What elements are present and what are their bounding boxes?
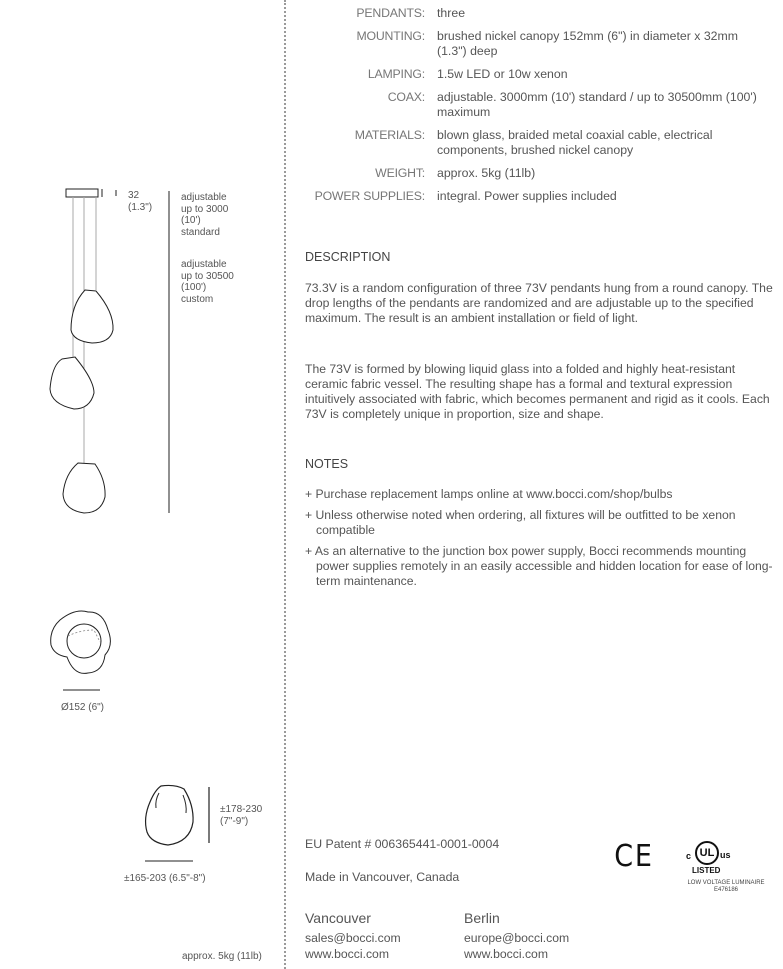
spec-row-mounting [300, 29, 770, 59]
spec-label: MATERIALS: [354, 128, 425, 142]
ul-c-label: c [686, 851, 692, 861]
drop-standard-label [181, 192, 228, 238]
patent-number: EU Patent # 006365441-0001-0004 [305, 837, 500, 851]
spec-label: POWER SUPPLIES: [314, 189, 425, 203]
ul-circle-icon: UL [695, 841, 719, 865]
column-divider [284, 0, 286, 969]
drop-custom-line: up to 30500 [181, 270, 234, 282]
description-paragraph: 73.3V is a random configuration of three 73V pendants hung from a round canopy. The drop lengths of the pendants are randomized and are adjustable up to the specified maximum. The result is an ambient installation or field of light. [305, 281, 773, 325]
canopy-depth-inches: (1.3") [128, 201, 153, 213]
canopy-shape [66, 189, 98, 197]
drawing-weight-label: approx. 5kg (11lb) [182, 951, 262, 962]
spec-value: approx. 5kg (11lb) [437, 166, 536, 180]
drop-standard-line: (10') [181, 215, 201, 226]
pendant-detail-contour [156, 793, 159, 808]
spec-row-materials [300, 128, 770, 158]
pendant-shape [71, 290, 113, 343]
drop-custom-line: custom [181, 293, 214, 305]
pendant-detail [145, 785, 209, 861]
spec-row-lamping [300, 67, 770, 82]
pendant-height-label [220, 804, 262, 827]
spec-row-power-supplies [300, 189, 770, 204]
spec-value: brushed nickel canopy 152mm (6") in diameter x 32mm (1.3") deep [437, 29, 738, 58]
note-item: + As an alternative to the junction box power supply, Bocci recommends mounting power supplies remotely in an easily accessible and hidden location for ease of long-term maintenance. [305, 544, 773, 588]
ul-file-number: E476186 [713, 887, 739, 893]
spec-row-weight [300, 166, 770, 181]
drop-standard-line: standard [181, 226, 220, 238]
drop-standard-line: adjustable [181, 192, 227, 203]
ul-desc-text: LOW VOLTAGE LUMINAIRE [687, 880, 765, 886]
spec-value: 1.5w LED or 10w xenon [437, 67, 568, 81]
office-web-vancouver[interactable]: www.bocci.com [305, 947, 389, 961]
ul-listed-label: LISTED [692, 866, 721, 875]
pendant-detail-outline [146, 785, 194, 845]
drop-custom-line: adjustable [181, 259, 227, 270]
spec-label: PENDANTS: [356, 6, 425, 20]
pendant-shape [50, 357, 94, 409]
spec-value: three [437, 6, 466, 20]
spec-label: LAMPING: [367, 67, 425, 81]
canopy-diameter-label: Ø152 (6") [61, 702, 105, 713]
plan-hidden-line [68, 630, 100, 642]
spec-value: blown glass, braided metal coaxial cable, electrical components, brushed nickel canopy [437, 128, 713, 157]
drop-standard-line: up to 3000 [181, 203, 229, 215]
spec-row-pendants [300, 6, 770, 21]
plan-view [51, 611, 111, 690]
notes-list [305, 487, 775, 595]
office-city-berlin: Berlin [464, 910, 500, 926]
office-email-berlin[interactable]: europe@bocci.com [464, 931, 570, 945]
office-city-vancouver: Vancouver [305, 910, 371, 926]
pendant-detail-contour [183, 795, 186, 813]
pendant-width-label: ±165-203 (6.5"-8") [124, 873, 206, 884]
pendant-shape [63, 463, 105, 513]
drop-custom-line: (100') [181, 282, 207, 293]
plan-canopy-circle [67, 624, 101, 658]
ul-us-label: us [720, 850, 731, 860]
canopy-depth-label [128, 190, 152, 213]
canopy-depth-value: 32 [128, 190, 140, 201]
office-web-berlin[interactable]: www.bocci.com [464, 947, 548, 961]
description-heading: DESCRIPTION [305, 250, 391, 264]
office-email-vancouver[interactable]: sales@bocci.com [305, 931, 401, 945]
spec-label: COAX: [387, 90, 425, 104]
spec-label: MOUNTING: [356, 29, 425, 43]
spec-value: integral. Power supplies included [437, 189, 617, 203]
spec-value: adjustable. 3000mm (10') standard / up to 30500mm (100') maximum [437, 90, 757, 119]
drop-custom-label [181, 259, 234, 305]
ce-mark-icon: CE [614, 839, 654, 874]
pendant-height-inches: (7"-9") [220, 815, 249, 827]
spec-label: WEIGHT: [375, 166, 425, 180]
pendant-height-value: ±178-230 [220, 804, 263, 815]
spec-row-coax [300, 90, 770, 120]
made-in: Made in Vancouver, Canada [305, 870, 460, 884]
description-paragraph: The 73V is formed by blowing liquid glass into a folded and highly heat-resistant ceramic fabric vessel. The resulting shape has a formal and textural expression intuitively associated with fabric, which becomes permanent and rigid as it cools. Each 73V is completely unique in proportion, size and shape. [305, 362, 770, 421]
notes-heading: NOTES [305, 457, 349, 471]
ul-description [664, 880, 783, 894]
spec-table [300, 6, 770, 212]
note-item: + Purchase replacement lamps online at www.bocci.com/shop/bulbs [305, 487, 673, 501]
note-item: + Unless otherwise noted when ordering, all fixtures will be outfitted to be xenon compatible [305, 508, 736, 537]
